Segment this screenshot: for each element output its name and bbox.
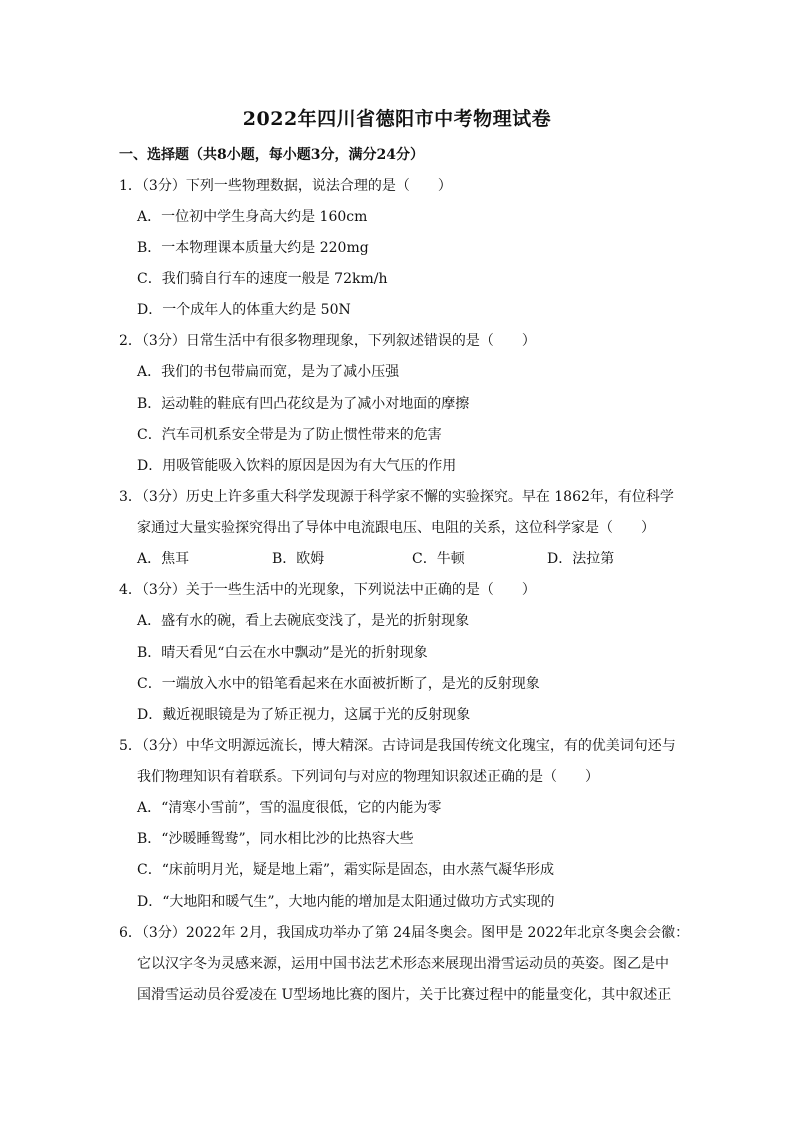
question-6-stem-line-3: 国滑雪运动员谷爱凌在 U型场地比赛的图片，关于比赛过程中的能量变化，其中叙述正: [137, 987, 672, 1003]
question-3-option-d: D．法拉第: [547, 551, 615, 567]
question-2-option-d: D．用吸管能吸入饮料的原因是因为有大气压的作用: [137, 458, 457, 474]
question-1-option-d: D．一个成年人的体重大约是 50N: [137, 302, 351, 318]
question-6-stem-line-2: 它以汉字冬为灵感来源，运用中国书法艺术形态来展现出滑雪运动员的英姿。图乙是中: [137, 956, 669, 972]
question-6-stem-line-1: 6．（3分）2022年 2月，我国成功举办了第 24届冬奥会。图甲是 2022年北京冬奥会会徽：: [119, 925, 690, 941]
question-1-option-b: B．一本物理课本质量大约是 220mg: [137, 240, 369, 256]
question-2-option-a: A．我们的书包带扁而宽，是为了减小压强: [137, 364, 400, 380]
question-4-option-b: B．晴天看见“白云在水中飘动”是光的折射现象: [137, 645, 428, 661]
question-1-stem: 1．（3分）下列一些物理数据，说法合理的是（ ）: [119, 178, 452, 194]
question-2-stem: 2．（3分）日常生活中有很多物理现象，下列叙述错误的是（ ）: [119, 333, 536, 349]
question-1-option-a: A．一位初中学生身高大约是 160cm: [137, 209, 368, 225]
question-3-option-a: A．焦耳: [137, 551, 190, 567]
question-3-option-c: C．牛顿: [412, 551, 465, 567]
question-2-option-b: B．运动鞋的鞋底有凹凸花纹是为了减小对地面的摩擦: [137, 396, 470, 412]
page-title: 2022年四川省德阳市中考物理试卷: [242, 108, 552, 130]
question-5-stem-line-1: 5．（3分）中华文明源远流长，博大精深。古诗词是我国传统文化瑰宝，有的优美词句还与: [119, 738, 676, 754]
question-4-option-c: C．一端放入水中的铅笔看起来在水面被折断了，是光的反射现象: [137, 676, 540, 692]
question-3-stem-line-2: 家通过大量实验探究得出了导体中电流跟电压、电阻的关系，这位科学家是（ ）: [137, 520, 655, 536]
question-3-stem-line-1: 3．（3分）历史上许多重大科学发现源于科学家不懈的实验探究。早在 1862年，有位科学: [119, 489, 674, 505]
question-1-option-c: C．我们骑自行车的速度一般是 72km/h: [137, 271, 388, 287]
question-4-option-d: D．戴近视眼镜是为了矫正视力，这属于光的反射现象: [137, 707, 471, 723]
question-4-option-a: A．盛有水的碗，看上去碗底变浅了，是光的折射现象: [137, 613, 470, 629]
question-5-option-d: D．“大地阳和暖气生”，大地内能的增加是太阳通过做功方式实现的: [137, 894, 555, 910]
question-5-option-c: C．“床前明月光，疑是地上霜”，霜实际是固态，由水蒸气凝华形成: [137, 862, 555, 878]
question-5-option-a: A．“清寒小雪前”，雪的温度很低，它的内能为零: [137, 800, 442, 816]
question-2-option-c: C．汽车司机系安全带是为了防止惯性带来的危害: [137, 427, 442, 443]
question-3-option-b: B．欧姆: [272, 551, 325, 567]
question-4-stem: 4．（3分）关于一些生活中的光现象，下列说法中正确的是（ ）: [119, 582, 536, 598]
question-5-stem-line-2: 我们物理知识有着联系。下列词句与对应的物理知识叙述正确的是（ ）: [137, 769, 599, 785]
question-5-option-b: B．“沙暖睡鸳鸯”，同水相比沙的比热容大些: [137, 831, 414, 847]
section-heading: 一、选择题（共8小题，每小题3分，满分24分）: [119, 147, 424, 163]
